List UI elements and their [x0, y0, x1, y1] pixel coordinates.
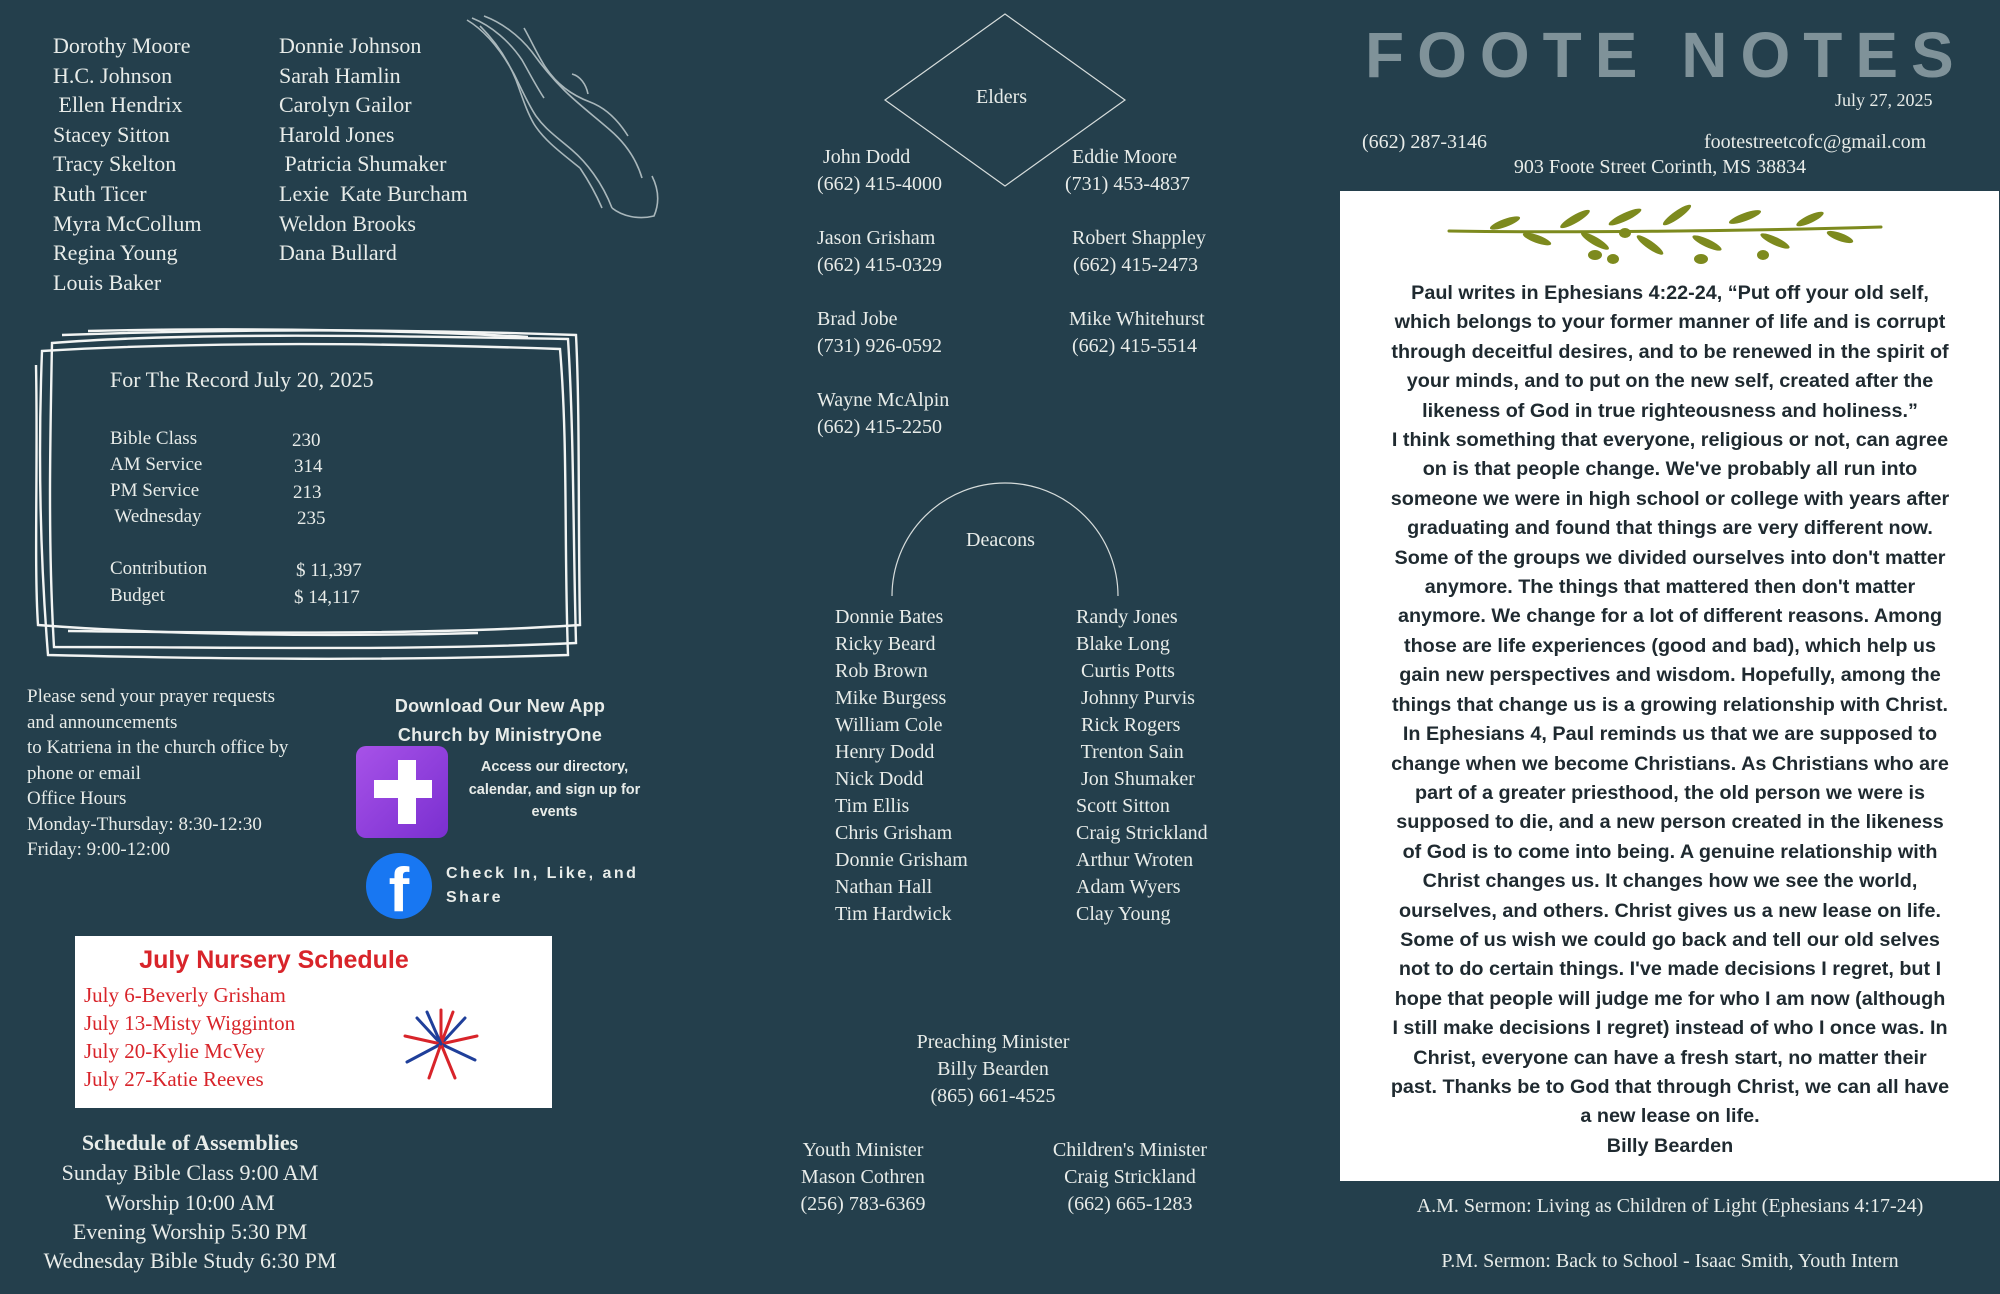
assembly-line: Sunday Bible Class 9:00 AM	[61, 1160, 319, 1185]
deacons-column-1	[835, 604, 968, 928]
office-line: Office Hours	[27, 788, 127, 809]
record-label: Budget	[110, 585, 165, 606]
app-cross-icon[interactable]	[356, 746, 448, 838]
record-title: For The Record July 20, 2025	[110, 367, 374, 392]
article-line: gain new perspectives and wisdom. Hopefully, among the	[1399, 664, 1941, 687]
masthead-title: FOOTE NOTES	[1365, 19, 1967, 91]
facebook-icon[interactable]: f	[366, 853, 432, 919]
article-line: ourselves, and others. Christ gives us a new lease on life.	[1399, 899, 1941, 922]
prayer-name: Weldon Brooks	[279, 210, 416, 236]
minister-title: Preaching Minister	[916, 1031, 1070, 1053]
prayer-list-column-1	[53, 31, 202, 297]
deacon-name: Craig Strickland	[1076, 822, 1208, 844]
article-line: anymore. We change for a lot of different reasons. Among	[1397, 605, 1943, 628]
prayer-name: Patricia Shumaker	[279, 151, 447, 177]
elder-phone: (662) 415-5514	[1067, 335, 1197, 357]
nursery-item: July 27-Katie Reeves	[84, 1067, 264, 1091]
prayer-name: Myra McCollum	[53, 210, 202, 236]
preaching-minister	[868, 1029, 1118, 1110]
elder-name: Jason Grisham	[817, 227, 936, 249]
nursery-title: July Nursery Schedule	[139, 946, 409, 974]
article-line: likeness of God in true righteousness and holiness.”	[1422, 399, 1918, 422]
office-line: Please send your prayer requests	[27, 686, 275, 707]
minister-name: Craig Strickland	[1064, 1166, 1196, 1188]
article-line: I still make decisions I regret) instead of who I once was. In	[1392, 1017, 1948, 1040]
article-line: Some of the groups we divided ourselves into don't matter	[1394, 546, 1946, 569]
facebook-text	[446, 862, 666, 910]
elder-phone: (662) 415-2250	[817, 416, 942, 438]
minister-phone: (662) 665-1283	[1067, 1193, 1193, 1215]
deacon-name: Henry Dodd	[835, 741, 935, 763]
record-value: 213	[293, 482, 322, 503]
praying-hands-icon	[462, 12, 667, 227]
minister-title: Children's Minister	[1052, 1139, 1208, 1161]
record-label: Bible Class	[110, 428, 198, 449]
record-label: Wednesday	[110, 506, 202, 527]
deacons-column-2	[1076, 604, 1208, 928]
elder-name: Eddie Moore	[1072, 146, 1177, 168]
assembly-line: Worship 10:00 AM	[105, 1190, 275, 1215]
deacon-name: Curtis Potts	[1076, 660, 1175, 682]
prayer-list-column-2	[279, 31, 468, 268]
prayer-name: Tracy Skelton	[53, 151, 177, 177]
article-line: your minds, and to put on the new self, created after the	[1406, 370, 1934, 393]
article-line: hope that people will judge me for who I am now (although	[1394, 987, 1946, 1010]
article-line: those are life experiences (good and bad), which help us	[1403, 634, 1936, 657]
prayer-name: Sarah Hamlin	[279, 62, 401, 88]
deacon-name: Blake Long	[1076, 633, 1170, 655]
article-line: Christ, everyone can have a fresh start, no matter their	[1413, 1046, 1927, 1069]
article-line: Some of us wish we could go back and tell our old selves	[1400, 928, 1940, 951]
deacon-name: Ricky Beard	[835, 633, 936, 655]
church-phone: (662) 287-3146	[1362, 131, 1487, 153]
deacon-name: Donnie Bates	[835, 606, 944, 628]
church-email: footestreetcofc@gmail.com	[1704, 131, 1927, 153]
elder-phone: (731) 926-0592	[817, 335, 942, 357]
record-label: AM Service	[110, 454, 203, 475]
assembly-line: Evening Worship 5:30 PM	[72, 1219, 308, 1244]
article-line: part of a greater priesthood, the old person we were is	[1414, 781, 1926, 804]
deacon-name: Donnie Grisham	[835, 849, 968, 871]
prayer-name: Harold Jones	[279, 121, 395, 147]
article-line: on is that people change. We've probably all run into	[1422, 458, 1918, 481]
prayer-name: H.C. Johnson	[53, 62, 173, 88]
app-title-line: Download Our New App	[394, 696, 606, 716]
deacon-name: Rob Brown	[835, 660, 928, 682]
prayer-name: Ruth Ticer	[53, 180, 147, 206]
deacon-name: Rick Rogers	[1076, 714, 1181, 736]
elder-name: Mike Whitehurst	[1069, 308, 1205, 330]
deacon-name: Clay Young	[1076, 903, 1171, 925]
prayer-name: Ellen Hendrix	[53, 92, 183, 118]
article-line: through deceitful desires, and to be renewed in the spirit of	[1391, 340, 1949, 363]
article-line: supposed to die, and a new person created in the likeness	[1396, 811, 1944, 834]
deacon-name: Adam Wyers	[1076, 876, 1181, 898]
prayer-name: Louis Baker	[53, 269, 162, 295]
nursery-schedule-card	[75, 936, 552, 1108]
deacon-name: Nathan Hall	[835, 876, 933, 898]
minister-phone: (256) 783-6369	[800, 1193, 926, 1215]
nursery-item: July 13-Misty Wigginton	[84, 1011, 296, 1035]
prayer-name: Dorothy Moore	[53, 33, 191, 58]
prayer-name: Donnie Johnson	[279, 33, 422, 58]
elder-name: John Dodd	[818, 146, 911, 168]
article-line: of God is to come into being. A genuine relationship with	[1402, 840, 1938, 863]
elders-heading: Elders	[976, 86, 1028, 108]
record-label: PM Service	[110, 480, 200, 501]
prayer-name: Stacey Sitton	[53, 121, 170, 147]
article-line: things that change us is a growing relationship with Christ.	[1391, 693, 1949, 716]
article-text	[1348, 279, 1992, 1161]
olive-branch-icon	[1445, 197, 1885, 271]
article-line: not to do certain things. I've made decisions I regret, but I	[1398, 958, 1942, 981]
record-value: 230	[292, 430, 321, 451]
nursery-item: July 20-Kylie McVey	[84, 1039, 265, 1063]
deacon-name: Mike Burgess	[835, 687, 947, 709]
record-value: $ 11,397	[296, 560, 362, 581]
minister-name: Mason Cothren	[801, 1166, 925, 1188]
childrens-minister	[1010, 1137, 1250, 1218]
minister-name: Billy Bearden	[937, 1058, 1049, 1080]
deacon-name: Tim Ellis	[835, 795, 910, 817]
deacon-name: Arthur Wroten	[1076, 849, 1194, 871]
office-line: to Katriena in the church office by	[27, 737, 289, 758]
app-description: Access our directory, calendar, and sign up for events	[468, 759, 641, 820]
assemblies-title: Schedule of Assemblies	[81, 1130, 299, 1155]
bulletin-date: July 27, 2025	[1835, 90, 1933, 110]
article-line: past. Thanks be to God that through Christ, we can all have	[1390, 1075, 1950, 1098]
record-value: 314	[294, 456, 323, 477]
record-value: $ 14,117	[294, 587, 360, 608]
elder-name: Wayne McAlpin	[817, 389, 950, 411]
article-card	[1340, 191, 1999, 1181]
fireworks-icon	[395, 1004, 487, 1084]
elder-name: Brad Jobe	[817, 308, 898, 330]
elder-phone: (731) 453-4837	[1065, 173, 1190, 195]
deacon-name: Nick Dodd	[835, 768, 924, 790]
record-value: 235	[297, 508, 326, 529]
facebook-text-line: Check In, Like, and	[446, 865, 639, 882]
youth-minister	[763, 1137, 963, 1218]
deacon-name: Randy Jones	[1076, 606, 1178, 628]
article-line: I think something that everyone, religious or not, can agree	[1391, 429, 1949, 452]
am-sermon: A.M. Sermon: Living as Children of Light (Ephesians 4:17-24)	[1416, 1195, 1924, 1217]
elder-name: Robert Shappley	[1072, 227, 1206, 249]
minister-title: Youth Minister	[802, 1139, 924, 1161]
pm-sermon: P.M. Sermon: Back to School - Isaac Smith, Youth Intern	[1441, 1250, 1899, 1272]
article-line: change when we become Christians. As Christians who are	[1391, 752, 1949, 775]
elder-phone: (662) 415-0329	[817, 254, 942, 276]
elder-phone: (662) 415-4000	[817, 173, 942, 195]
facebook-text-line: Share	[446, 889, 503, 906]
prayer-name: Carolyn Gailor	[279, 92, 412, 118]
app-download-title	[360, 692, 640, 750]
office-line: and announcements	[27, 711, 178, 733]
article-line: graduating and found that things are very different now.	[1407, 517, 1933, 540]
article-line: someone we were in high school or college with years after	[1390, 487, 1950, 510]
church-address: 903 Foote Street Corinth, MS 38834	[1513, 156, 1807, 178]
office-line: phone or email	[27, 762, 141, 784]
deacon-name: William Cole	[835, 714, 943, 736]
nursery-item: July 6-Beverly Grisham	[84, 983, 286, 1007]
prayer-name: Regina Young	[53, 240, 178, 266]
article-line: Paul writes in Ephesians 4:22-24, “Put off your old self,	[1411, 282, 1929, 304]
article-line: anymore. The things that mattered then don't matter	[1424, 576, 1916, 599]
minister-phone: (865) 661-4525	[930, 1085, 1056, 1107]
app-title-line: Church by MinistryOne	[397, 725, 603, 745]
deacon-name: Johnny Purvis	[1076, 687, 1195, 709]
prayer-name: Dana Bullard	[279, 240, 397, 266]
article-line: Christ changes us. It changes how we see the world,	[1422, 870, 1918, 893]
deacon-name: Chris Grisham	[835, 822, 953, 844]
office-line: Friday: 9:00-12:00	[27, 839, 171, 860]
prayer-name: Lexie Kate Burcham	[279, 180, 468, 206]
deacon-name: Scott Sitton	[1076, 795, 1170, 817]
elder-phone: (662) 415-2473	[1068, 254, 1198, 276]
deacon-name: Jon Shumaker	[1076, 768, 1195, 790]
assembly-line: Wednesday Bible Study 6:30 PM	[43, 1248, 337, 1273]
article-line: In Ephesians 4, Paul reminds us that we are supposed to	[1402, 723, 1938, 746]
deacon-name: Trenton Sain	[1076, 741, 1184, 763]
deacon-name: Tim Hardwick	[835, 903, 952, 925]
office-line: Monday-Thursday: 8:30-12:30	[27, 813, 262, 835]
office-info	[27, 684, 347, 863]
article-line: which belongs to your former manner of life and is corrupt	[1394, 311, 1946, 334]
article-line: a new lease on life.	[1580, 1105, 1760, 1128]
deacons-heading: Deacons	[966, 529, 1035, 551]
record-label: Contribution	[110, 558, 208, 579]
article-author: Billy Bearden	[1606, 1134, 1734, 1157]
